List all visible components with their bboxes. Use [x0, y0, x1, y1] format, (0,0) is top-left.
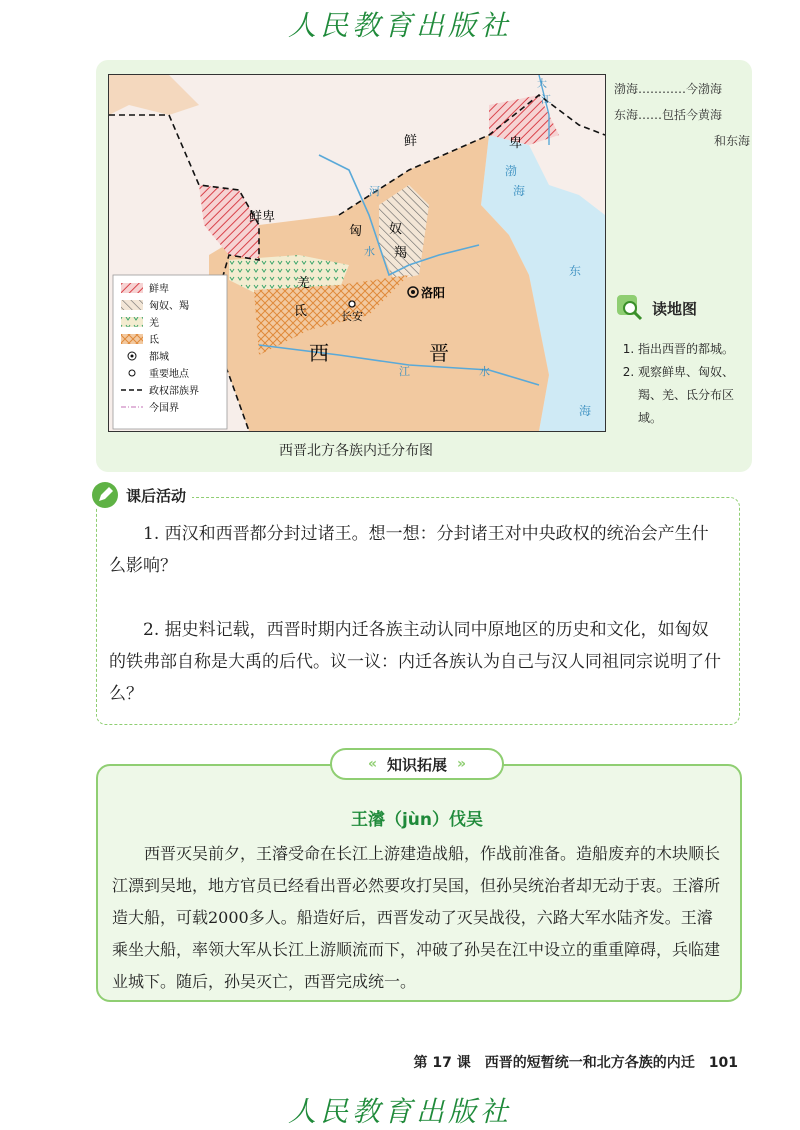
- svg-text:水: 水: [479, 365, 490, 378]
- svg-text:晋: 晋: [429, 341, 449, 365]
- knowledge-tab-label: 知识拓展: [386, 755, 447, 774]
- svg-text:江: 江: [541, 95, 551, 106]
- knowledge-heading: 王濬（jùn）伐吴: [350, 810, 484, 830]
- svg-text:卑: 卑: [509, 136, 523, 151]
- svg-text:羯: 羯: [394, 246, 408, 261]
- svg-text:奴: 奴: [389, 222, 403, 237]
- svg-text:氐: 氐: [294, 304, 308, 319]
- svg-text:河: 河: [369, 185, 380, 198]
- publisher-logo-bottom: 人民教育出版社: [287, 1095, 512, 1128]
- svg-text:匈奴、羯: 匈奴、羯: [149, 301, 189, 312]
- note-bohai: 渤海…………今渤海: [614, 82, 723, 96]
- map-notes: [614, 76, 750, 154]
- svg-text:今国界: 今国界: [149, 403, 179, 414]
- activities-header: [92, 482, 192, 508]
- svg-text:羌: 羌: [297, 276, 311, 291]
- read-map-section: [616, 294, 756, 430]
- map-legend: [113, 275, 227, 429]
- activity-question-2: 2. 据史料记载，西晋时期内迁各族主动认同中原地区的历史和文化，如匈奴的铁弗部自称是大禹的后代。议一议：内迁各族认为自己与汉人同祖同宗说明了什么？: [109, 620, 721, 704]
- activities-title: 课后活动: [126, 486, 187, 505]
- svg-text:西: 西: [309, 341, 329, 365]
- svg-text:羌: 羌: [149, 318, 159, 329]
- svg-text:重要地点: 重要地点: [149, 369, 189, 380]
- svg-text:江: 江: [399, 365, 410, 378]
- svg-text:洛阳: 洛阳: [421, 286, 446, 300]
- activities-box: [96, 497, 740, 725]
- page-footer: 第 17 课 西晋的短暂统一和北方各族的内迁 101: [413, 1055, 738, 1071]
- svg-text:氐: 氐: [149, 335, 159, 346]
- svg-text:匈: 匈: [349, 224, 363, 239]
- activity-question-1: 1. 西汉和西晋都分封过诸王。想一想：分封诸王对中央政权的统治会产生什么影响？: [109, 524, 709, 576]
- note-donghai: 东海……包括今黄海: [614, 108, 723, 122]
- svg-text:海: 海: [513, 184, 526, 198]
- svg-text:鲜: 鲜: [404, 134, 418, 149]
- chevron-left-icon: «: [367, 756, 377, 772]
- chevron-right-icon: »: [457, 756, 467, 772]
- svg-text:水: 水: [364, 245, 375, 258]
- historical-map: [108, 74, 606, 432]
- changan-marker: [349, 301, 355, 307]
- svg-text:长安: 长安: [341, 310, 363, 323]
- svg-text:渤: 渤: [505, 164, 518, 178]
- knowledge-text: 西晋灭吴前夕，王濬受命在长江上游建造战船，作战前准备。造船废弃的木块顺长江漂到吴地，地方官员已经看出晋必然要攻打吴国，但孙吴统治者却无动于衷。王濬所造大船，可载2000多人。船造好后，西晋发动了灭吴战役，六路大军水陆齐发。王濬乘坐大船，率领大军从长江上游顺流而下，冲破了孙吴在江中设立的重重障碍，兵临建业城下。随后，孙吴灭亡，西晋完成统一。: [112, 844, 721, 991]
- svg-text:鲜卑: 鲜卑: [149, 284, 169, 295]
- magnifier-icon: [616, 294, 644, 322]
- svg-text:鲜卑: 鲜卑: [249, 210, 276, 225]
- svg-text:大: 大: [537, 79, 547, 90]
- read-map-item: 2. 观察鲜卑、匈奴、羯、羌、氐分布区域。: [638, 361, 756, 430]
- knowledge-tab: [330, 748, 504, 780]
- svg-text:东: 东: [569, 264, 582, 278]
- read-map-title: 读地图: [652, 299, 698, 318]
- pencil-icon: [92, 482, 118, 508]
- map-caption: 西晋北方各族内迁分布图: [279, 443, 433, 459]
- read-map-item: 1. 指出西晋的都城。: [638, 338, 756, 361]
- publisher-logo-top: 人民教育出版社: [287, 9, 512, 42]
- note-donghai-cont: 和东海: [713, 134, 750, 148]
- svg-text:海: 海: [579, 404, 592, 418]
- svg-text:政权部族界: 政权部族界: [149, 386, 199, 397]
- svg-text:都城: 都城: [149, 352, 169, 363]
